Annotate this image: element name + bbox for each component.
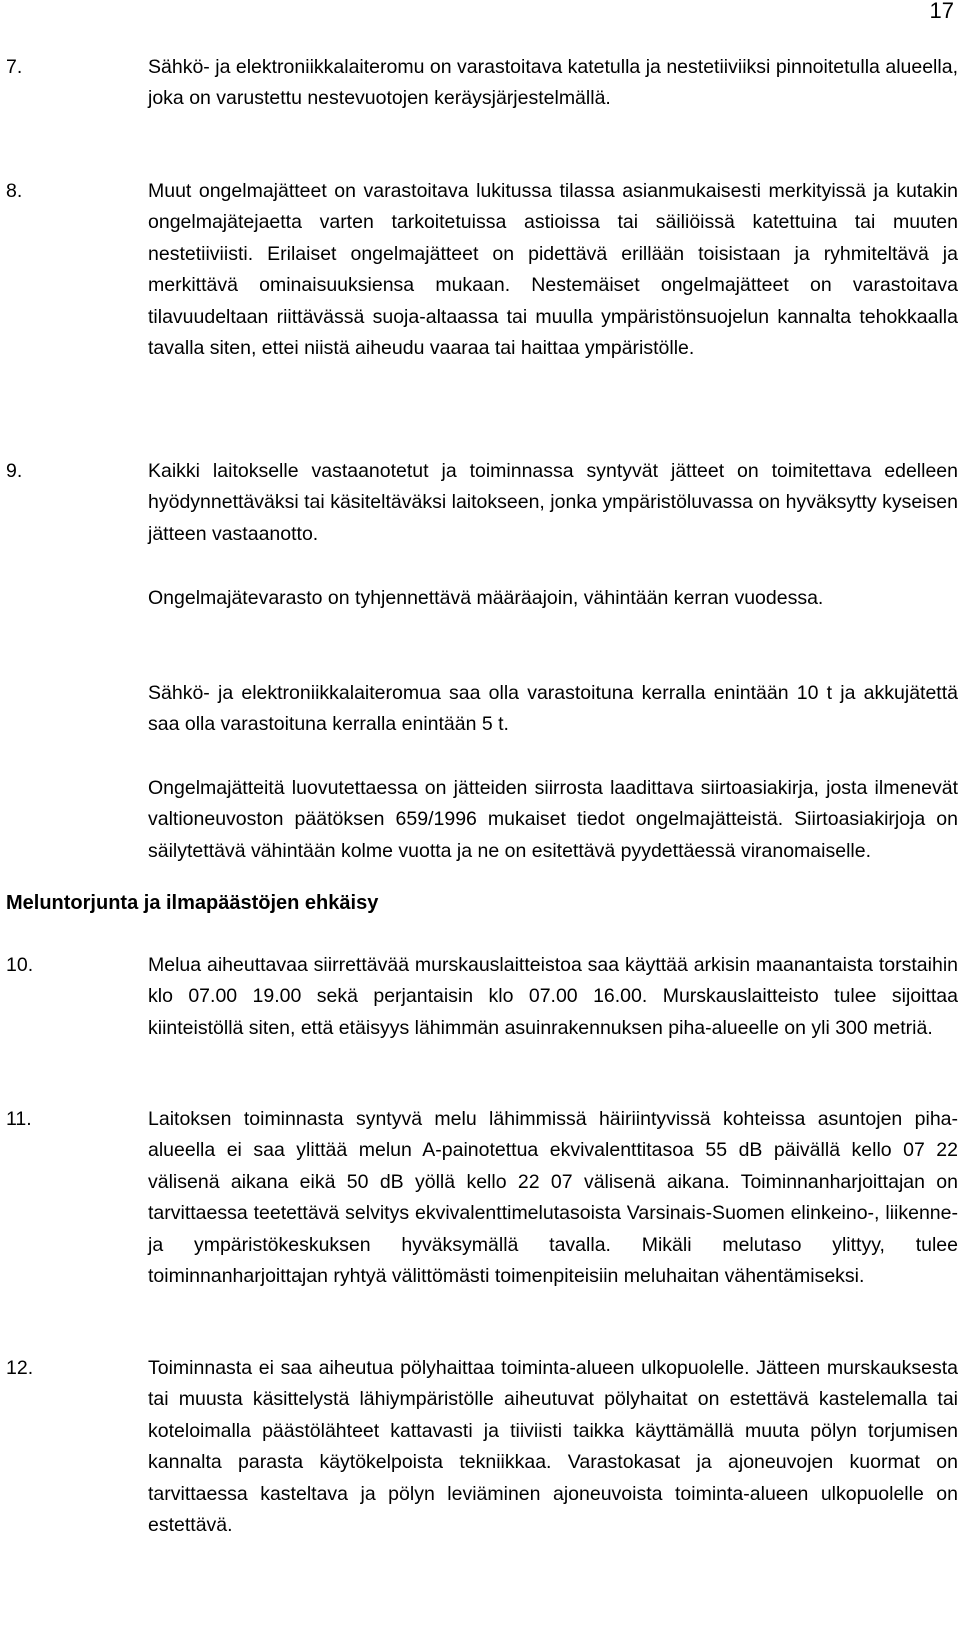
item-text: Laitoksen toiminnasta syntyvä melu lähimmissä häiriintyvissä kohteissa asuntojen piha-alueella ei saa ylittää melun A-painotettua ekvivalenttitasoa 55 dB päivällä kello 07 22 välisenä aikana eikä 50 dB yöllä kello 22 07 välisenä aikana. Toiminnanharjoittajan on tarvittaessa teetettävä selvitys ekvivalenttimelutasoista Varsinais-Suomen elinkeino-, liikenne- ja ympäristökeskuksen hyväksymällä tavalla. Mikäli melutaso ylittyy, tulee toiminnanharjoittajan ryhtyä välittömästi toimenpiteisiin meluhaitan vähentämiseksi. xyxy=(148,1108,958,1288)
item-text: Toiminnasta ei saa aiheutua pölyhaittaa toiminta-alueen ulkopuolelle. Jätteen murskauksesta tai muusta käsittelystä lähiympäristölle aiheutuvat pölyhaitat on estettävä kastelemalla tai koteloimalla päästölähteet kattavasti ja tiiviisti taikka käyttämällä muuta pölyn torjumisen kannalta parasta käytökelpoista tekniikkaa. Varastokasat ja ajoneuvojen kuormat on tarvittaessa kasteltava ja pölyn leviäminen ajoneuvoista toiminta-alueen ulkopuolelle on estettävä. xyxy=(148,1357,958,1537)
item-text: Muut ongelmajätteet on varastoitava lukitussa tilassa asianmukaisesti merkityissä ja kutakin ongelmajätejaetta varten tarkoitetuissa astioissa tai säiliöissä katettuina tai muuten nestetiiviisti. Erilaiset ongelmajätteet on pidettävä erillään toisistaan ja ryhmiteltävä ja merkittävä ominaisuuksiensa mukaan. Nestemäiset ongelmajätteet on varastoitava tilavuudeltaan riittävässä suoja-altaassa tai muulla ympäristönsuojelun kannalta tehokkaalla tavalla siten, ettei niistä aiheudu vaaraa tai haittaa ympäristölle. xyxy=(148,180,958,360)
item-number: 9. xyxy=(6,460,23,482)
page-number: 17 xyxy=(929,0,954,23)
item-number: 11. xyxy=(6,1108,32,1130)
item-paragraph: Ongelmajätevarasto on tyhjennettävä määräajoin, vähintään kerran vuodessa. xyxy=(148,587,824,609)
item-text: Kaikki laitokselle vastaanotetut ja toiminnassa syntyvät jätteet on toimitettava edelleen hyödynnettäväksi tai käsiteltäväksi laitokseen, jonka ympäristöluvassa on hyväksytty kyseisen jätteen vastaanotto. xyxy=(148,460,958,545)
item-paragraph: Sähkö- ja elektroniikkalaiteromua saa olla varastoituna kerralla enintään 10 t ja akkujätettä saa olla varastoituna kerralla enintään 5 t. xyxy=(148,682,958,736)
item-number: 10. xyxy=(6,954,34,976)
item-number: 8. xyxy=(6,180,23,202)
item-number: 7. xyxy=(6,56,23,78)
item-paragraph: Ongelmajätteitä luovutettaessa on jätteiden siirrosta laadittava siirtoasiakirja, josta ilmenevät valtioneuvoston päätöksen 659/1996 mukaiset tiedot ongelmajätteistä. Siirtoasiakirjoja on säilytettävä vähintään kolme vuotta ja ne on esitettävä pyydettäessä viranomaiselle. xyxy=(148,777,958,862)
item-text: Sähkö- ja elektroniikkalaiteromu on varastoitava katetulla ja nestetiiviiksi pinnoitetulla alueella, joka on varustettu nestevuotojen keräysjärjestelmällä. xyxy=(148,56,958,110)
section-heading: Meluntorjunta ja ilmapäästöjen ehkäisy xyxy=(6,892,379,914)
item-text: Melua aiheuttavaa siirrettävää murskauslaitteistoa saa käyttää arkisin maanantaista torstaihin klo 07.00 19.00 sekä perjantaisin klo 07.00 16.00. Murskauslaitteisto tulee sijoittaa kiinteistöllä siten, että etäisyys lähimmän asuinrakennuksen piha-alueelle on yli 300 metriä. xyxy=(148,954,958,1039)
item-number: 12. xyxy=(6,1357,34,1379)
